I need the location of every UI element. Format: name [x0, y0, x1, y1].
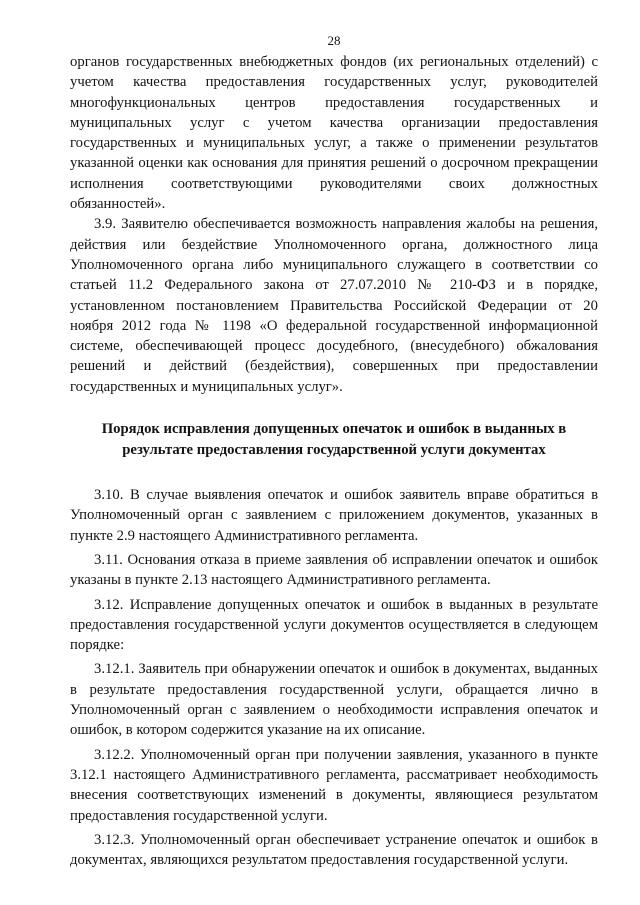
paragraph-3-11: 3.11. Основания отказа в приеме заявления об исправлении опечаток и ошибок указаны в пункте 2.13 настоящего Административного регламента. [70, 551, 598, 589]
paragraph-3-12-3: 3.12.3. Уполномоченный орган обеспечивает устранение опечаток и ошибок в документах, являющихся результатом предоставления государственной услуги. [70, 831, 598, 869]
paragraph-continuation: органов государственных внебюджетных фондов (их региональных отделений) с учетом качества предоставления государственных услуг, руководителей многофункциональных центров предоставления государственных и муниципальных услуг с учетом качества организации предоставления государственных и муниципальных услуг, а также о применении результатов указанной оценки как основания для принятия решений о досрочном прекращении исполнения соответствующими руководителями своих должностных обязанностей». [70, 54, 598, 213]
paragraph-3-12-1: 3.12.1. Заявитель при обнаружении опечаток и ошибок в документах, выданных в результате предоставления государственной услуги, обращается лично в Уполномоченный орган с заявлением о необходимости исправления опечаток и ошибок, в котором содержится указание на их описание. [70, 661, 598, 739]
paragraph-3-10: 3.10. В случае выявления опечаток и ошибок заявитель вправе обратиться в Уполномоченный орган с заявлением с приложением документов, указанных в пункте 2.9 настоящего Административного регламента. [70, 487, 598, 544]
paragraph-3-9: 3.9. Заявителю обеспечивается возможность направления жалобы на решения, действия или бездействие Уполномоченного органа, должностного лица Уполномоченного органа либо муниципального служащего в соответствии со статьей 11.2 Федерального закона от 27.07.2010 № 210-ФЗ и в порядке, установленном постановлением Правительства Российской Федерации от 20 ноября 2012 года № 1198 «О федеральной государственной информационной системе, обеспечивающей процесс досудебного, (внесудебного) обжалования решений и действий (бездействия), совершенных при предоставлении государственных и муниципальных услуг». [70, 216, 598, 395]
document-page [70, 34, 598, 870]
paragraph-3-12-2: 3.12.2. Уполномоченный орган при получении заявления, указанного в пункте 3.12.1 настоящего Административного регламента, рассматривает необходимость внесения соответствующих изменений в документы, являющиеся результатом предоставления государственной услуги. [70, 746, 598, 824]
paragraph-3-12: 3.12. Исправление допущенных опечаток и ошибок в выданных в результате предоставления государственной услуги документов осуществляется в следующем порядке: [70, 596, 598, 654]
page-number: 28 [327, 33, 341, 48]
section-heading: Порядок исправления допущенных опечаток и ошибок в выданных в результате предоставления государственной услуги документах [101, 421, 567, 459]
